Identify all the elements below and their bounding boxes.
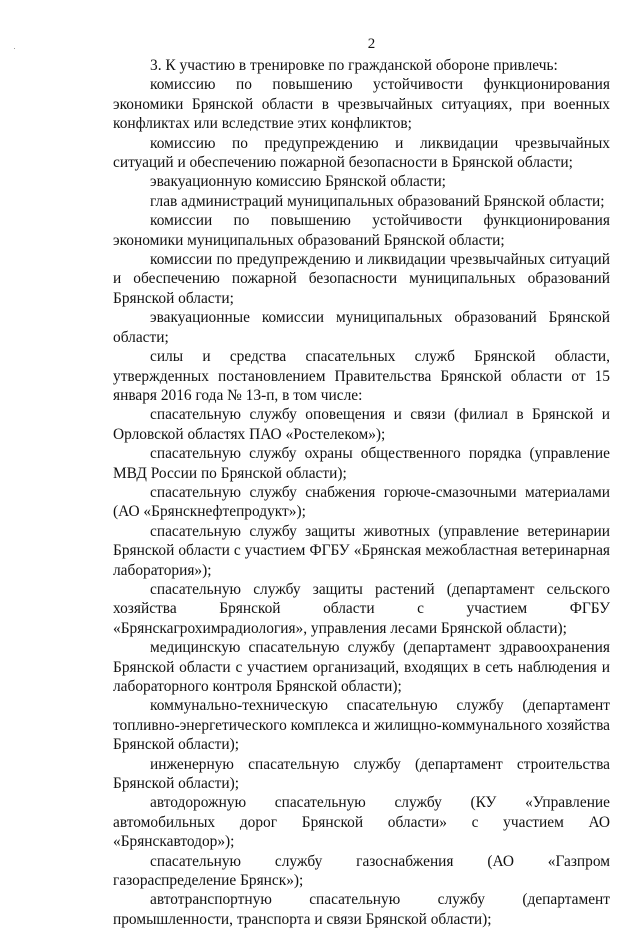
paragraph: эвакуационную комиссию Брянской области;: [150, 173, 446, 191]
paragraph: комиссии по повышению устойчивости функционирования экономики муниципальных образований Брянской области;: [113, 212, 610, 249]
paragraph: автодорожную спасательную службу (КУ «Управление автомобильных дорог Брянской области» с участием АО «Брянскавтодор»);: [113, 794, 610, 851]
paragraph: спасательную службу оповещения и связи (филиал в Брянской и Орловской областях ПАО «Ростелеком»);: [113, 406, 610, 443]
paragraph: эвакуационные комиссии муниципальных образований Брянской области;: [113, 309, 610, 346]
paragraph: комиссию по повышению устойчивости функционирования экономики Брянской области в чрезвычайных ситуациях, при военных конфликтах или вследствие этих конфликтов;: [113, 76, 610, 133]
paragraph: глав администраций муниципальных образований Брянской области;: [150, 192, 605, 210]
paragraph: силы и средства спасательных служб Брянской области, утвержденных постановлением Правительства Брянской области от 15 января 2016 года № 13-п, в том числе:: [113, 348, 610, 404]
paragraph-intro: 3. К участию в тренировке по гражданской обороне привлечь:: [150, 57, 558, 74]
paragraph: спасательную службу снабжения горюче-смазочными материалами (АО «Брянскнефтепродукт»);: [113, 483, 610, 521]
paragraph: спасательную службу защиты растений (департамент сельского хозяйства Брянской области с участием ФГБУ «Брянскагрохимрадиология», управления лесами Брянской области);: [113, 580, 610, 637]
paragraph: инженерную спасательную службу (департамент строительства Брянской области);: [113, 755, 610, 793]
paragraph: автотранспортную спасательную службу (департамент промышленности, транспорта и связи Брянской области);: [113, 891, 610, 928]
document-body: [113, 56, 610, 929]
paragraph: коммунально-техническую спасательную службу (департамент топливно-энергетического комплекса и жилищно-коммунального хозяйства Брянской области);: [113, 697, 610, 754]
paragraph: спасательную службу охраны общественного порядка (управление МВД России по Брянской области);: [113, 445, 610, 482]
scan-dot: [14, 48, 15, 49]
paragraph: медицинскую спасательную службу (департамент здравоохранения Брянской области с участием организаций, входящих в сеть наблюдения и лабораторного контроля Брянской области);: [113, 639, 610, 695]
paragraph: комиссию по предупреждению и ликвидации чрезвычайных ситуаций и обеспечению пожарной безопасности в Брянской области;: [113, 134, 610, 172]
paragraph: спасательную службу газоснабжения (АО «Газпром газораспределение Брянск»);: [113, 852, 610, 890]
paragraph: спасательную службу защиты животных (управление ветеринарии Брянской области с участием ФГБУ «Брянская межобластная ветеринарная лаборатория»);: [113, 522, 610, 579]
paragraph: комиссии по предупреждению и ликвидации чрезвычайных ситуаций и обеспечению пожарной безопасности муниципальных образований Брянской области;: [113, 251, 610, 307]
page-number: 2: [367, 36, 376, 52]
